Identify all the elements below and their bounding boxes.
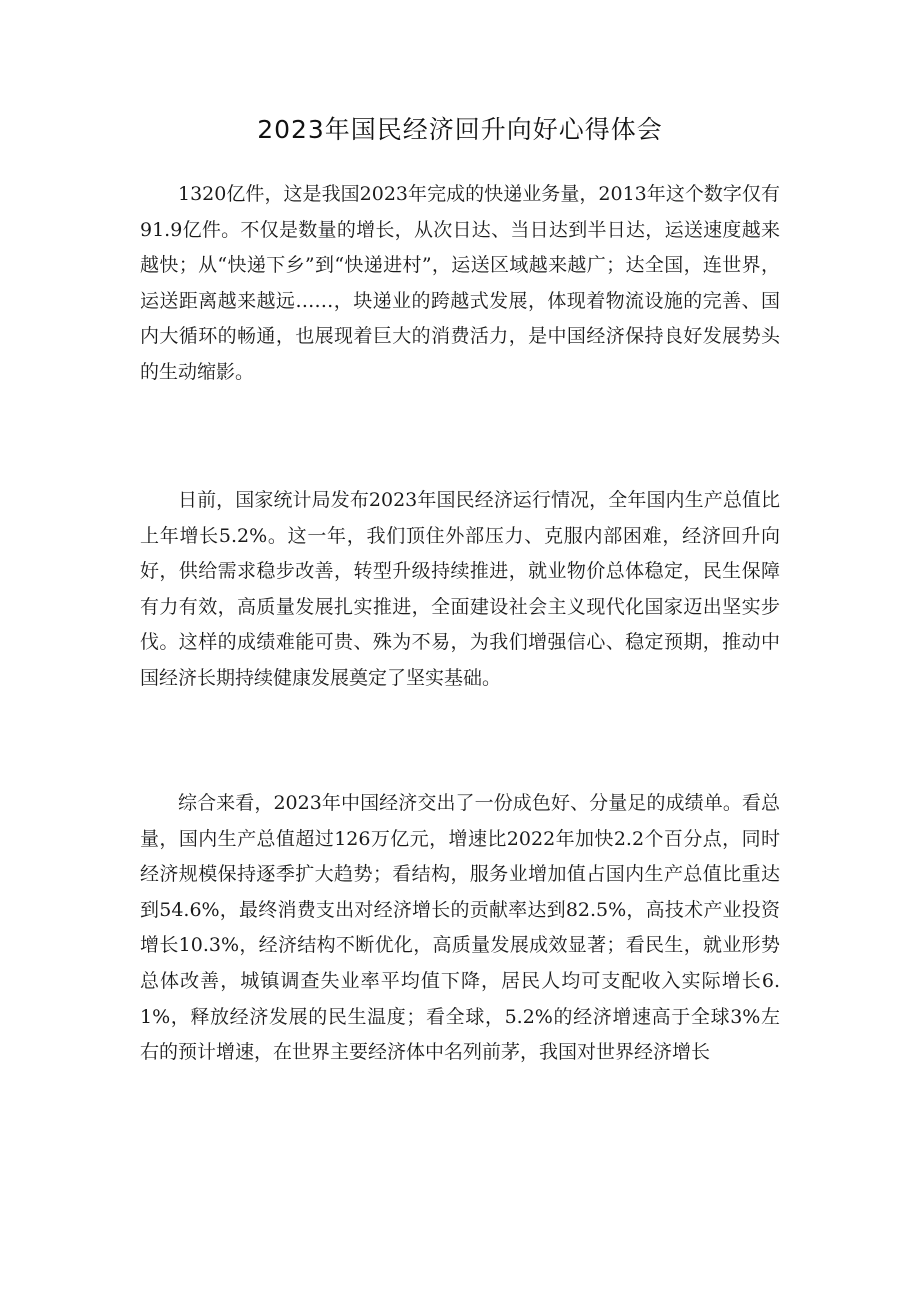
paragraph-economic-summary: 综合来看，2023年中国经济交出了一份成色好、分量足的成绩单。看总量，国内生产总值超过126万亿元，增速比2022年加快2.2个百分点，同时经济规模保持逐季扩大趋势；看结构，服务业增加值占国内生产总值比重达到54.6%，最终消费支出对经济增长的贡献率达到82.5%，高技术产业投资增长10.3%，经济结构不断优化，高质量发展成效显著；看民生，就业形势总体改善，城镇调查失业率平均值下降，居民人均可支配收入实际增长6.1%，释放经济发展的民生温度；看全球，5.2%的经济增速高于全球3%左右的预计增速，在世界主要经济体中名列前茅，我国对世界经济增长 bbox=[140, 792, 780, 1064]
document-title: 2023年国民经济回升向好心得体会 bbox=[257, 115, 663, 144]
paragraph-express-delivery: 1320亿件，这是我国2023年完成的快递业务量，2013年这个数字仅有91.9亿件。不仅是数量的增长，从次日达、当日达到半日达，运送速度越来越快；从“快递下乡”到“快递进村”，运送区域越来越广；达全国，连世界，运送距离越来越远……，块递业的跨越式发展，体现着物流设施的完善、国内大循环的畅通，也展现着巨大的消费活力，是中国经济保持良好发展势头的生动缩影。 bbox=[140, 183, 780, 383]
paragraph-gdp-growth: 日前，国家统计局发布2023年国民经济运行情况，全年国内生产总值比上年增长5.2%。这一年，我们顶住外部压力、克服内部困难，经济回升向好，供给需求稳步改善，转型升级持续推进，就业物价总体稳定，民生保障有力有效，高质量发展扎实推进，全面建设社会主义现代化国家迈出坚实步伐。这样的成绩难能可贵、殊为不易，为我们增强信心、稳定预期，推动中国经济长期持续健康发展奠定了坚实基础。 bbox=[140, 489, 780, 689]
